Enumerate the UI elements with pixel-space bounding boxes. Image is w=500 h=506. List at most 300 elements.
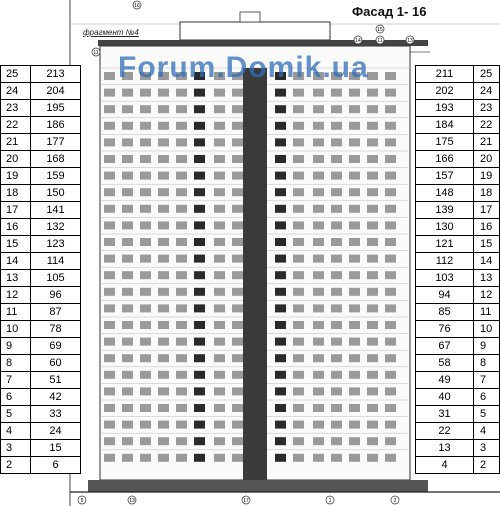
facade-window xyxy=(293,221,304,229)
facade-window xyxy=(275,138,286,146)
facade-window xyxy=(385,354,396,362)
facade-window xyxy=(232,321,243,329)
floor-number-cell: 25 xyxy=(474,66,500,83)
axis-marker-label: 17 xyxy=(243,498,249,505)
facade-window xyxy=(122,338,133,346)
facade-window xyxy=(214,371,225,379)
facade-window xyxy=(367,321,378,329)
facade-window xyxy=(331,172,342,180)
facade-window xyxy=(122,288,133,296)
facade-window xyxy=(293,338,304,346)
facade-window xyxy=(275,271,286,279)
facade-window xyxy=(176,288,187,296)
apartment-number-cell: 33 xyxy=(31,406,81,423)
facade-window xyxy=(232,454,243,462)
table-row xyxy=(1,117,81,134)
facade-window xyxy=(232,205,243,213)
facade-window xyxy=(140,122,151,130)
facade-window xyxy=(122,437,133,445)
table-row xyxy=(1,253,81,270)
facade-window xyxy=(122,205,133,213)
floor-number-cell: 5 xyxy=(474,406,500,423)
table-row xyxy=(1,457,81,474)
floor-number-cell: 8 xyxy=(1,355,31,372)
apartment-number-cell: 159 xyxy=(31,168,81,185)
facade-window xyxy=(275,338,286,346)
facade-window xyxy=(158,205,169,213)
apartment-number-cell: 13 xyxy=(416,440,474,457)
axis-marker-label: 14 xyxy=(355,38,361,45)
facade-window xyxy=(331,354,342,362)
facade-window xyxy=(232,122,243,130)
facade-window xyxy=(293,387,304,395)
facade-window xyxy=(104,437,115,445)
facade-window xyxy=(385,122,396,130)
facade-window xyxy=(104,188,115,196)
facade-window xyxy=(385,404,396,412)
facade-window xyxy=(158,421,169,429)
facade-window xyxy=(275,238,286,246)
facade-window xyxy=(275,155,286,163)
facade-window xyxy=(367,138,378,146)
facade-window xyxy=(122,271,133,279)
facade-window xyxy=(176,338,187,346)
facade-title: Фасад 1- 16 xyxy=(352,4,427,19)
facade-window xyxy=(232,172,243,180)
facade-window xyxy=(214,421,225,429)
facade-window xyxy=(385,72,396,80)
apartment-number-cell: 177 xyxy=(31,134,81,151)
facade-window xyxy=(385,105,396,113)
floor-number-cell: 11 xyxy=(474,304,500,321)
facade-window xyxy=(140,421,151,429)
apartment-number-cell: 31 xyxy=(416,406,474,423)
facade-window xyxy=(104,138,115,146)
apartment-number-cell: 123 xyxy=(31,236,81,253)
facade-window xyxy=(176,221,187,229)
floor-number-cell: 16 xyxy=(474,219,500,236)
facade-window xyxy=(140,221,151,229)
facade-window xyxy=(140,338,151,346)
facade-window xyxy=(331,288,342,296)
fragment-label: фрагмент №4 xyxy=(83,28,139,37)
facade-window xyxy=(385,255,396,263)
facade-window xyxy=(331,122,342,130)
apartment-number-cell: 69 xyxy=(31,338,81,355)
facade-window xyxy=(214,338,225,346)
facade-window xyxy=(293,421,304,429)
floor-number-cell: 20 xyxy=(1,151,31,168)
facade-window xyxy=(331,371,342,379)
facade-window xyxy=(194,338,205,346)
facade-window xyxy=(331,321,342,329)
facade-window xyxy=(313,155,324,163)
table-row xyxy=(416,321,500,338)
facade-window xyxy=(385,238,396,246)
facade-window xyxy=(313,271,324,279)
table-row xyxy=(1,304,81,321)
facade-window xyxy=(275,122,286,130)
facade-window xyxy=(313,354,324,362)
floor-number-cell: 19 xyxy=(1,168,31,185)
facade-window xyxy=(176,122,187,130)
facade-window xyxy=(293,238,304,246)
facade-window xyxy=(122,122,133,130)
facade-window xyxy=(275,354,286,362)
floor-number-cell: 4 xyxy=(1,423,31,440)
facade-window xyxy=(158,138,169,146)
facade-window xyxy=(385,89,396,97)
facade-window xyxy=(194,288,205,296)
facade-window xyxy=(194,238,205,246)
facade-window xyxy=(232,288,243,296)
facade-window xyxy=(194,89,205,97)
facade-window xyxy=(313,421,324,429)
floor-number-cell: 11 xyxy=(1,304,31,321)
facade-window xyxy=(232,155,243,163)
facade-window xyxy=(275,437,286,445)
facade-window xyxy=(140,138,151,146)
facade-window xyxy=(293,271,304,279)
facade-window xyxy=(176,255,187,263)
facade-window xyxy=(385,155,396,163)
facade-window xyxy=(140,271,151,279)
axis-marker xyxy=(326,496,334,504)
facade-window xyxy=(367,105,378,113)
floor-number-cell: 15 xyxy=(1,236,31,253)
table-row xyxy=(1,168,81,185)
facade-window xyxy=(349,304,360,312)
table-row xyxy=(1,185,81,202)
balcony-column xyxy=(243,68,267,480)
facade-window xyxy=(385,205,396,213)
facade-window xyxy=(104,255,115,263)
facade-window xyxy=(158,271,169,279)
facade-window xyxy=(194,155,205,163)
facade-window xyxy=(194,205,205,213)
table-row xyxy=(1,151,81,168)
facade-window xyxy=(313,255,324,263)
facade-window xyxy=(232,387,243,395)
facade-window xyxy=(194,421,205,429)
facade-window xyxy=(104,155,115,163)
facade-window xyxy=(176,172,187,180)
floor-number-cell: 10 xyxy=(1,321,31,338)
table-row xyxy=(1,389,81,406)
facade-window xyxy=(232,304,243,312)
facade-window xyxy=(349,321,360,329)
apartment-number-cell: 76 xyxy=(416,321,474,338)
facade-window xyxy=(104,221,115,229)
table-row xyxy=(416,355,500,372)
axis-marker xyxy=(128,496,136,504)
facade-window xyxy=(385,188,396,196)
facade-window xyxy=(313,387,324,395)
facade-window xyxy=(293,255,304,263)
facade-window xyxy=(367,172,378,180)
facade-window xyxy=(122,238,133,246)
facade-window xyxy=(140,89,151,97)
facade-window xyxy=(104,172,115,180)
facade-window xyxy=(194,172,205,180)
facade-window xyxy=(140,188,151,196)
facade-window xyxy=(385,371,396,379)
facade-window xyxy=(140,454,151,462)
apartment-number-cell: 157 xyxy=(416,168,474,185)
facade-window xyxy=(367,404,378,412)
facade-window xyxy=(293,404,304,412)
facade-window xyxy=(158,89,169,97)
facade-window xyxy=(385,172,396,180)
floor-number-cell: 17 xyxy=(1,202,31,219)
table-row xyxy=(416,372,500,389)
facade-window xyxy=(214,304,225,312)
facade-window xyxy=(140,404,151,412)
floor-number-cell: 8 xyxy=(474,355,500,372)
floor-number-cell: 5 xyxy=(1,406,31,423)
facade-window xyxy=(194,387,205,395)
facade-window xyxy=(140,371,151,379)
facade-window xyxy=(349,89,360,97)
facade-window xyxy=(122,304,133,312)
facade-window xyxy=(104,122,115,130)
facade-window xyxy=(293,138,304,146)
facade-window xyxy=(331,138,342,146)
facade-window xyxy=(385,271,396,279)
facade-window xyxy=(349,105,360,113)
facade-window xyxy=(331,188,342,196)
table-row xyxy=(416,151,500,168)
facade-window xyxy=(194,304,205,312)
facade-window xyxy=(158,304,169,312)
apartment-number-cell: 204 xyxy=(31,83,81,100)
facade-window xyxy=(176,155,187,163)
facade-window xyxy=(331,238,342,246)
facade-window xyxy=(293,105,304,113)
axis-marker xyxy=(92,48,100,56)
axis-marker xyxy=(376,36,384,44)
facade-window xyxy=(104,89,115,97)
axis-marker-label: 5 xyxy=(80,498,84,505)
facade-window xyxy=(349,404,360,412)
facade-window xyxy=(140,155,151,163)
facade-window xyxy=(122,321,133,329)
facade-window xyxy=(385,421,396,429)
apartment-number-cell: 195 xyxy=(31,100,81,117)
facade-window xyxy=(385,138,396,146)
floor-number-cell: 21 xyxy=(1,134,31,151)
facade-window xyxy=(104,72,115,80)
apartment-number-cell: 130 xyxy=(416,219,474,236)
facade-window xyxy=(104,338,115,346)
facade-window xyxy=(313,338,324,346)
facade-window xyxy=(367,454,378,462)
facade-window xyxy=(176,404,187,412)
facade-window xyxy=(122,454,133,462)
apartment-number-cell: 202 xyxy=(416,83,474,100)
facade-window xyxy=(158,255,169,263)
facade-window xyxy=(140,238,151,246)
apartment-number-cell: 78 xyxy=(31,321,81,338)
table-row xyxy=(416,253,500,270)
facade-window xyxy=(104,371,115,379)
facade-window xyxy=(158,437,169,445)
table-row xyxy=(416,100,500,117)
facade-window xyxy=(232,271,243,279)
facade-window xyxy=(385,437,396,445)
facade-window xyxy=(313,304,324,312)
table-row xyxy=(1,321,81,338)
facade-window xyxy=(293,288,304,296)
apartment-number-cell: 150 xyxy=(31,185,81,202)
axis-marker xyxy=(391,496,399,504)
facade-window xyxy=(158,288,169,296)
facade-window xyxy=(158,122,169,130)
floor-number-cell: 9 xyxy=(474,338,500,355)
facade-window xyxy=(385,321,396,329)
facade-window xyxy=(122,138,133,146)
facade-window xyxy=(293,437,304,445)
floor-number-cell: 13 xyxy=(474,270,500,287)
apartment-number-cell: 148 xyxy=(416,185,474,202)
facade-window xyxy=(367,221,378,229)
facade-window xyxy=(194,454,205,462)
apartment-number-cell: 112 xyxy=(416,253,474,270)
facade-window xyxy=(349,205,360,213)
facade-window xyxy=(313,454,324,462)
facade-window xyxy=(275,188,286,196)
facade-window xyxy=(293,304,304,312)
facade-window xyxy=(232,404,243,412)
facade-window xyxy=(275,172,286,180)
apartment-number-cell: 60 xyxy=(31,355,81,372)
facade-window xyxy=(176,238,187,246)
facade-window xyxy=(122,255,133,263)
axis-marker xyxy=(242,496,250,504)
facade-window xyxy=(104,238,115,246)
right-apartment-table xyxy=(415,65,500,474)
facade-window xyxy=(275,454,286,462)
facade-window xyxy=(194,138,205,146)
facade-window xyxy=(293,89,304,97)
facade-window xyxy=(104,387,115,395)
table-row xyxy=(416,236,500,253)
facade-window xyxy=(385,338,396,346)
facade-window xyxy=(140,255,151,263)
facade-window xyxy=(367,188,378,196)
facade-window xyxy=(313,238,324,246)
facade-window xyxy=(158,354,169,362)
apartment-number-cell: 6 xyxy=(31,457,81,474)
facade-window xyxy=(313,404,324,412)
table-row xyxy=(416,406,500,423)
facade-window xyxy=(367,238,378,246)
apartment-number-cell: 141 xyxy=(31,202,81,219)
facade-window xyxy=(275,304,286,312)
facade-window xyxy=(313,437,324,445)
facade-window xyxy=(275,255,286,263)
facade-window xyxy=(331,421,342,429)
facade-window xyxy=(349,255,360,263)
facade-window xyxy=(313,321,324,329)
facade-window xyxy=(367,338,378,346)
facade-window xyxy=(194,354,205,362)
facade-window xyxy=(214,221,225,229)
facade-window xyxy=(367,155,378,163)
facade-window xyxy=(349,155,360,163)
facade-window xyxy=(349,454,360,462)
apartment-number-cell: 87 xyxy=(31,304,81,321)
facade-window xyxy=(140,105,151,113)
table-row xyxy=(416,219,500,236)
table-row xyxy=(1,236,81,253)
axis-marker xyxy=(376,25,384,33)
left-apartment-table xyxy=(0,65,81,474)
axis-marker-label: 2 xyxy=(393,498,397,505)
facade-window xyxy=(367,387,378,395)
apartment-number-cell: 58 xyxy=(416,355,474,372)
facade-window xyxy=(104,205,115,213)
floor-number-cell: 3 xyxy=(474,440,500,457)
facade-window xyxy=(293,172,304,180)
facade-window xyxy=(349,371,360,379)
facade-window xyxy=(176,371,187,379)
facade-window xyxy=(158,188,169,196)
facade-window xyxy=(349,122,360,130)
facade-window xyxy=(176,454,187,462)
facade-window xyxy=(367,122,378,130)
apartment-number-cell: 22 xyxy=(416,423,474,440)
floor-number-cell: 16 xyxy=(1,219,31,236)
facade-window xyxy=(275,205,286,213)
facade-window xyxy=(176,421,187,429)
table-row xyxy=(1,372,81,389)
facade-window xyxy=(293,321,304,329)
facade-window xyxy=(367,371,378,379)
apartment-number-cell: 96 xyxy=(31,287,81,304)
facade-window xyxy=(104,271,115,279)
axis-marker-label: 13 xyxy=(407,38,413,45)
facade-window xyxy=(331,404,342,412)
table-row xyxy=(1,440,81,457)
floor-number-cell: 14 xyxy=(1,253,31,270)
table-row xyxy=(1,66,81,83)
facade-window xyxy=(275,371,286,379)
axis-marker-label: 15 xyxy=(377,27,383,34)
floor-number-cell: 12 xyxy=(1,287,31,304)
facade-window xyxy=(194,371,205,379)
table-row xyxy=(416,270,500,287)
floor-number-cell: 2 xyxy=(474,457,500,474)
facade-window xyxy=(214,89,225,97)
table-row xyxy=(1,355,81,372)
facade-window xyxy=(367,421,378,429)
floor-number-cell: 18 xyxy=(1,185,31,202)
facade-window xyxy=(349,354,360,362)
table-row xyxy=(416,304,500,321)
facade-window xyxy=(122,172,133,180)
facade-window xyxy=(140,321,151,329)
apartment-number-cell: 49 xyxy=(416,372,474,389)
facade-window xyxy=(176,437,187,445)
table-row xyxy=(416,287,500,304)
facade-window xyxy=(367,437,378,445)
facade-window xyxy=(214,437,225,445)
facade-window xyxy=(214,387,225,395)
table-row xyxy=(416,66,500,83)
facade-window xyxy=(275,321,286,329)
floor-number-cell: 23 xyxy=(1,100,31,117)
